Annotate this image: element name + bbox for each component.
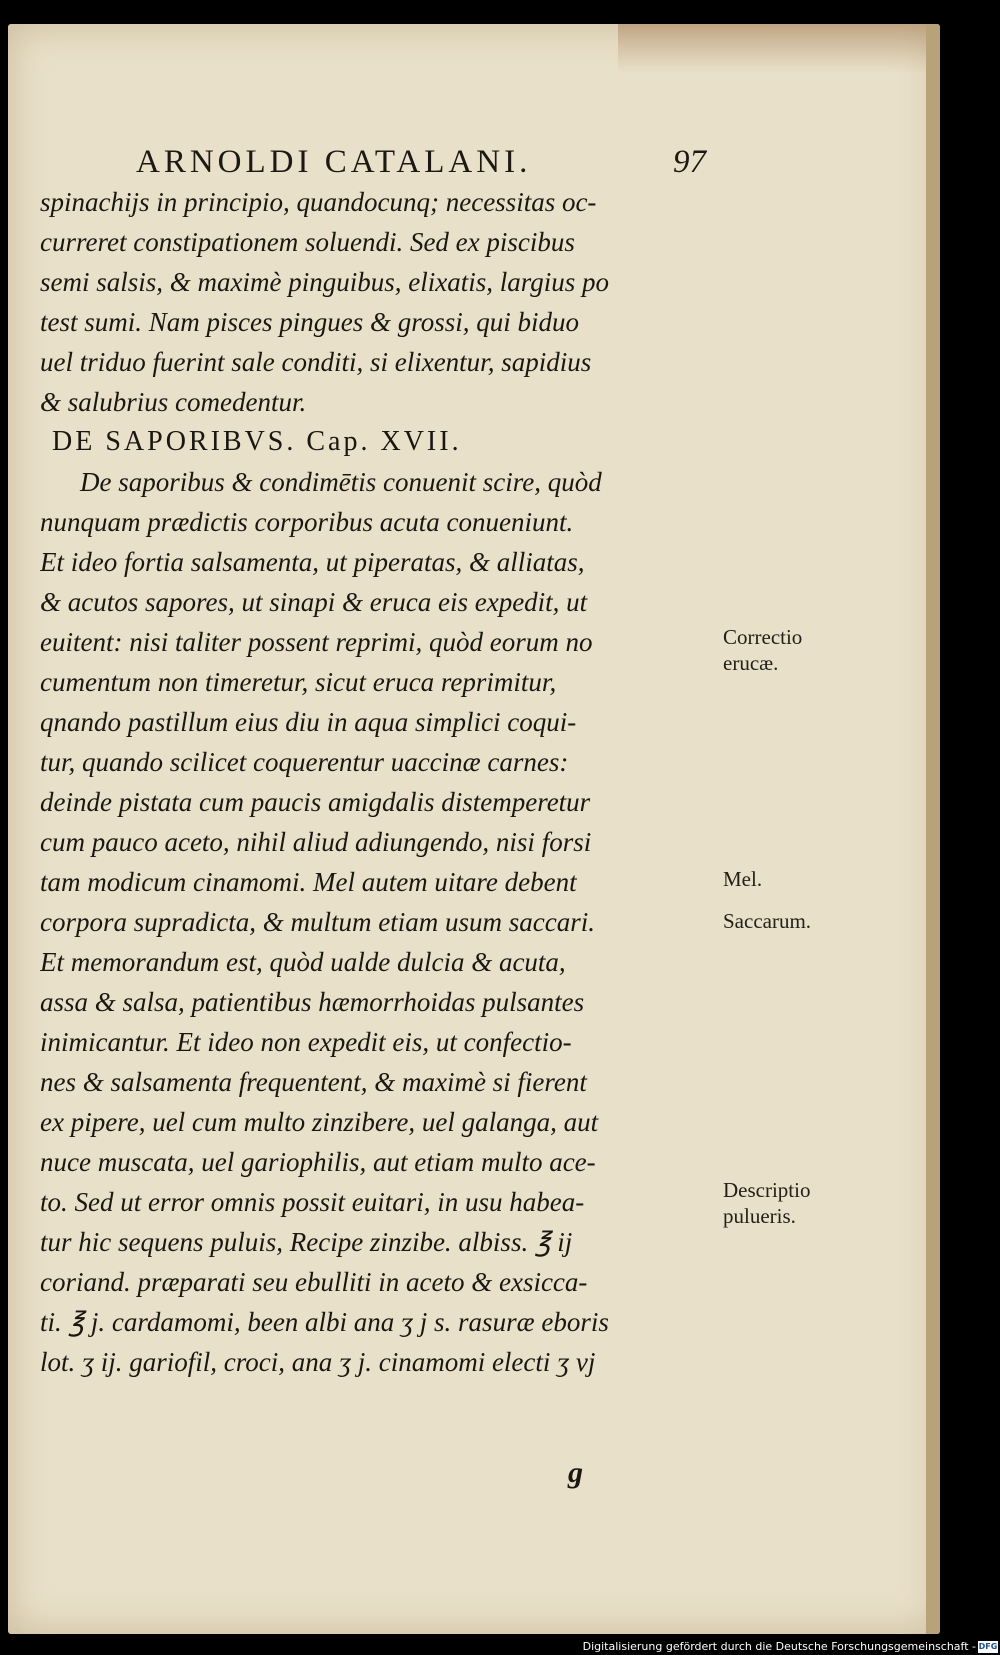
margin-note-line: Mel. xyxy=(723,867,763,891)
text-line: tam modicum cinamomi. Mel autem uitare debent xyxy=(40,867,577,897)
text-line: & acutos sapores, ut sinapi & eruca eis expedit, ut xyxy=(40,587,588,617)
margin-note-line: Descriptio xyxy=(723,1178,811,1202)
margin-note-line: Correctio xyxy=(723,625,803,649)
text-line: cum pauco aceto, nihil aliud adiungendo, nisi forsi xyxy=(40,827,592,857)
signature-mark: g xyxy=(568,1456,583,1489)
margin-note xyxy=(723,908,811,934)
text-line: tur, quando scilicet coquerentur uaccinæ carnes: xyxy=(40,747,569,777)
text-line: ex pipere, uel cum multo zinzibere, uel galanga, aut xyxy=(40,1107,599,1137)
margin-note xyxy=(723,1177,810,1229)
text-line: cumentum non timeretur, sicut eruca reprimitur, xyxy=(40,667,557,697)
margin-note-line: pulueris. xyxy=(723,1204,796,1228)
text-line: inimicantur. Et ideo non expedit eis, ut confectio- xyxy=(40,1027,572,1057)
chapter-heading: DE SAPORIBVS. Cap. XVII. xyxy=(52,426,462,457)
text-line: ti. ℥ j. cardamomi, been albi ana ʒ j s. rasuræ eboris xyxy=(40,1307,609,1337)
text-line: nes & salsamenta frequentent, & maximè si fierent xyxy=(40,1067,587,1097)
margin-note-line: Saccarum. xyxy=(723,909,812,933)
book-page xyxy=(8,24,940,1634)
text-line: corpora supradicta, & multum etiam usum saccari. xyxy=(40,907,595,937)
text-line: & salubrius comedentur. xyxy=(40,387,307,417)
text-line: deinde pistata cum paucis amigdalis distemperetur xyxy=(40,787,591,817)
page-number: 97 xyxy=(673,144,706,180)
text-line: assa & salsa, patientibus hæmorrhoidas pulsantes xyxy=(40,987,585,1017)
text-line: spinachijs in principio, quandocunq; necessitas oc- xyxy=(40,187,597,217)
footer-bar xyxy=(0,1640,1000,1655)
text-line: tur hic sequens puluis, Recipe zinzibe. albiss. ℥ ij xyxy=(40,1227,573,1257)
body-text xyxy=(40,182,716,1382)
funding-credit: Digitalisierung gefördert durch die Deutsche Forschungsgemeinschaft - xyxy=(582,1640,976,1653)
margin-note-line: erucæ. xyxy=(723,651,779,675)
text-line: semi salsis, & maximè pinguibus, elixatis, largius po xyxy=(40,267,609,297)
text-line: test sumi. Nam pisces pingues & grossi, qui biduo xyxy=(40,307,580,337)
text-line: nunquam prædictis corporibus acuta conueniunt. xyxy=(40,507,574,537)
text-line: euitent: nisi taliter possent reprimi, quòd eorum no xyxy=(40,627,593,657)
text-line: qnando pastillum eius diu in aqua simplici coqui- xyxy=(40,707,577,737)
margin-note xyxy=(723,624,802,676)
page-stain xyxy=(618,24,940,74)
dfg-logo: DFG xyxy=(978,1642,998,1651)
text-line: Et memorandum est, quòd ualde dulcia & acuta, xyxy=(40,947,566,977)
running-head-title: ARNOLDI CATALANI. xyxy=(136,144,532,180)
page-edge-shadow xyxy=(926,24,940,1634)
text-line: uel triduo fuerint sale conditi, si elixentur, sapidius xyxy=(40,347,592,377)
text-line: lot. ʒ ij. gariofil, croci, ana ʒ j. cinamomi electi ʒ vj xyxy=(40,1347,596,1377)
text-line: De saporibus & condimētis conuenit scire, quòd xyxy=(80,467,602,497)
text-line: coriand. præparati seu ebulliti in aceto & exsicca- xyxy=(40,1267,588,1297)
text-line: nuce muscata, uel gariophilis, aut etiam multo ace- xyxy=(40,1147,596,1177)
text-line: curreret constipationem soluendi. Sed ex piscibus xyxy=(40,227,575,257)
text-line: Et ideo fortia salsamenta, ut piperatas, & alliatas, xyxy=(40,547,585,577)
text-line: to. Sed ut error omnis possit euitari, in usu habea- xyxy=(40,1187,585,1217)
margin-note xyxy=(723,866,762,892)
running-head xyxy=(136,144,706,181)
